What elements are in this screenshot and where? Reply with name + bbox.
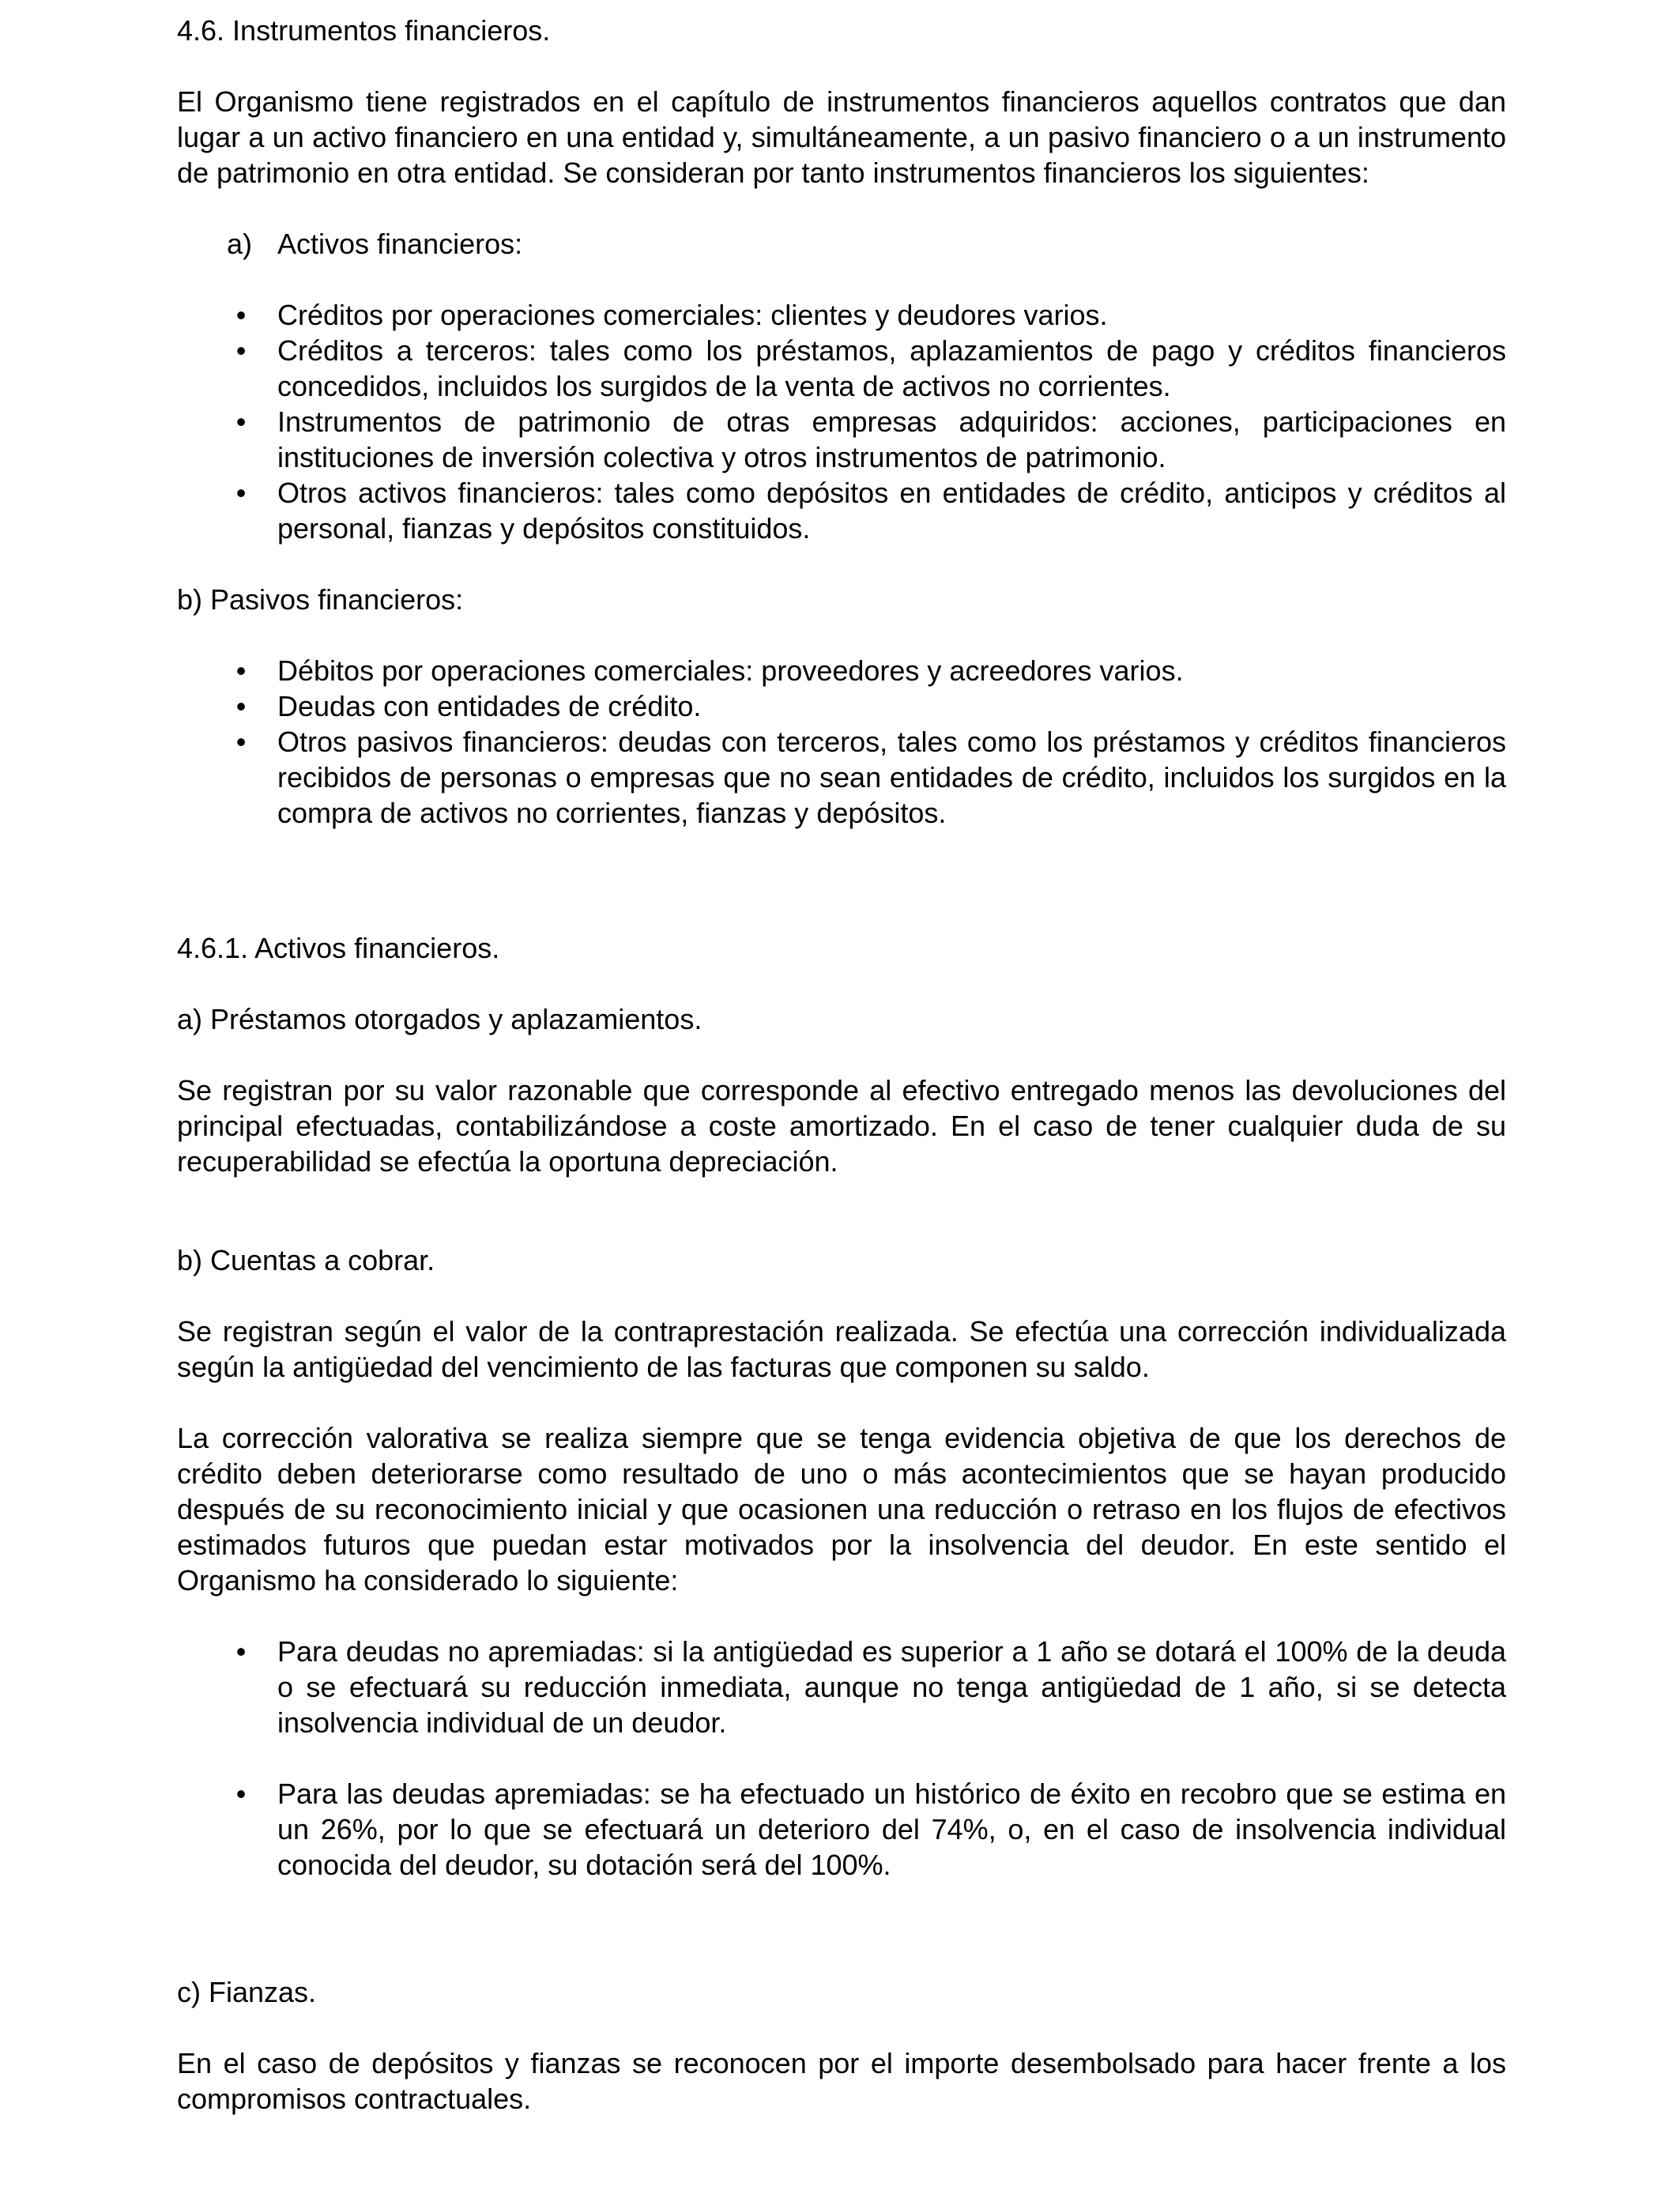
bullet-icon: • — [235, 405, 247, 438]
list-item — [177, 653, 1506, 688]
activos-marker: a) — [227, 228, 253, 260]
document-body — [177, 13, 1506, 2117]
bullet-icon: • — [235, 1777, 247, 1810]
activos-list — [177, 297, 1506, 546]
bullet-icon: • — [235, 690, 247, 722]
list-item — [177, 688, 1506, 724]
list-item-text: Créditos a terceros: tales como los préstamos, aplazamientos de pago y créditos financieros concedidos, incluidos los surgidos de la venta de activos no corrientes. — [277, 334, 1506, 402]
fianzas-text: En el caso de depósitos y fianzas se reconocen por el importe desembolsado para hacer frente a los compromisos contractuales. — [177, 2047, 1506, 2115]
list-item — [177, 724, 1506, 831]
bullet-icon: • — [235, 299, 247, 331]
list-item — [177, 404, 1506, 475]
list-item-text: Deudas con entidades de crédito. — [277, 690, 702, 722]
fianzas-heading: c) Fianzas. — [177, 1976, 317, 2008]
list-item — [177, 475, 1506, 546]
list-item-text: Para deudas no apremiadas: si la antigüedad es superior a 1 año se dotará el 100% de la deuda o se efectuará su reducción inmediata, aunque no tenga antigüedad de 1 año, si se detecta insolvencia individual de un deudor. — [277, 1635, 1506, 1739]
bullet-icon: • — [235, 334, 247, 367]
prestamos-heading: a) Préstamos otorgados y aplazamientos. — [177, 1003, 703, 1035]
cuentas-list — [177, 1776, 1506, 1883]
bullet-icon: • — [235, 1635, 247, 1668]
cuentas-text-2: La corrección valorativa se realiza siempre que se tenga evidencia objetiva de que los derechos de crédito deben deteriorarse como resultado de uno o más acontecimientos que se hayan producido después de su reconocimiento inicial y que ocasionen una reducción o retraso en los flujos de efectivos estimados futuros que puedan estar motivados por la insolvencia del deudor. En este sentido el Organismo ha considerado lo siguiente: — [177, 1422, 1506, 1596]
bullet-icon: • — [235, 726, 247, 758]
list-item — [177, 1634, 1506, 1740]
prestamos-text: Se registran por su valor razonable que corresponde al efectivo entregado menos las devoluciones del principal efectuadas, contabilizándose a coste amortizado. En el caso de tener cualquier duda de su recuperabilidad se efectúa la oportuna depreciación. — [177, 1074, 1506, 1178]
list-item-text: Créditos por operaciones comerciales: clientes y deudores varios. — [277, 299, 1108, 331]
list-item-text: Otros pasivos financieros: deudas con terceros, tales como los préstamos y créditos financieros recibidos de personas o empresas que no sean entidades de crédito, incluidos los surgidos en la compra de activos no corrientes, fianzas y depósitos. — [277, 726, 1506, 829]
activos-label-text: Activos financieros: — [277, 228, 523, 260]
list-item-text: Otros activos financieros: tales como depósitos en entidades de crédito, anticipos y créditos al personal, fianzas y depósitos constituidos. — [277, 477, 1506, 545]
activos-label — [177, 226, 1506, 262]
subsection-heading: 4.6.1. Activos financieros. — [177, 932, 500, 964]
section-heading: 4.6. Instrumentos financieros. — [177, 14, 551, 47]
section-intro: El Organismo tiene registrados en el capítulo de instrumentos financieros aquellos contratos que dan lugar a un activo financiero en una entidad y, simultáneamente, a un pasivo financiero o a un instrumento de patrimonio en otra entidad. Se consideran por tanto instrumentos financieros los siguientes: — [177, 85, 1506, 189]
cuentas-text-1: Se registran según el valor de la contraprestación realizada. Se efectúa una corrección individualizada según la antigüedad del vencimiento de las facturas que componen su saldo. — [177, 1315, 1506, 1383]
pasivos-list — [177, 653, 1506, 831]
cuentas-list — [177, 1634, 1506, 1740]
list-item-text: Para las deudas apremiadas: se ha efectuado un histórico de éxito en recobro que se estima en un 26%, por lo que se efectuará un deterioro del 74%, o, en el caso de insolvencia individual conocida del deudor, su dotación será del 100%. — [277, 1777, 1506, 1881]
bullet-icon: • — [235, 654, 247, 687]
list-item — [177, 333, 1506, 404]
list-item — [177, 297, 1506, 333]
list-item-text: Instrumentos de patrimonio de otras empresas adquiridos: acciones, participaciones en instituciones de inversión colectiva y otros instrumentos de patrimonio. — [277, 405, 1506, 473]
cuentas-heading: b) Cuentas a cobrar. — [177, 1244, 435, 1276]
bullet-icon: • — [235, 477, 247, 509]
list-item — [177, 1776, 1506, 1883]
pasivos-label: b) Pasivos financieros: — [177, 583, 464, 616]
list-item-text: Débitos por operaciones comerciales: proveedores y acreedores varios. — [277, 654, 1184, 687]
